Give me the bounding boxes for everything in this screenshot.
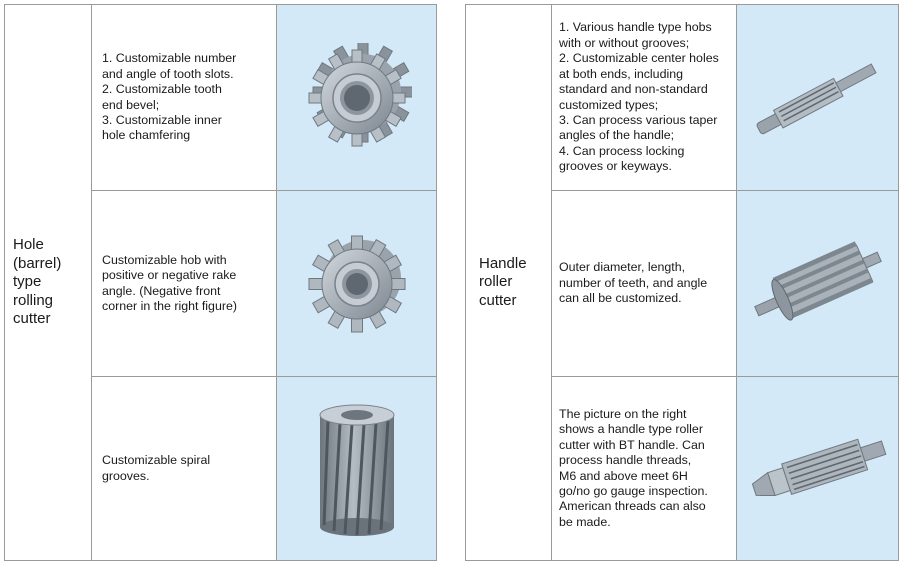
description-cell: [552, 377, 737, 560]
category-label: Hole (barrel) type rolling cutter: [13, 236, 62, 328]
description-cell: [92, 191, 277, 376]
description-cell: [92, 377, 277, 560]
description-text: Outer diameter, length, number of teeth, and angle can all be customized.: [559, 260, 708, 306]
description-text: 1. Various handle type hobs with or without grooves; 2. Customizable center holes at both ends, including standard and non-standard customized types; 3. Can process various taper angles of the handle; 4. Can process locking grooves or keyways.: [559, 20, 719, 174]
table-row: [92, 5, 436, 191]
table-row: [552, 191, 898, 377]
straight-tooth-hob-image: [277, 5, 436, 190]
description-text: Customizable spiral grooves.: [102, 453, 211, 483]
description-text: Customizable hob with positive or negative rake angle. (Negative front corner in the right figure): [102, 252, 237, 313]
spiral-groove-hob-image: [277, 377, 436, 560]
description-text: The picture on the right shows a handle type roller cutter with BT handle. Can process handle threads, M6 and above meet 6H go/no go gauge inspection. American threads can also be made.: [559, 406, 708, 529]
bt-handle-cutter-image: [737, 377, 898, 560]
table-row: [92, 377, 436, 560]
description-text: 1. Customizable number and angle of tooth slots. 2. Customizable tooth end bevel; 3. Customizable inner hole chamfering: [102, 51, 237, 143]
category-label-cell: [466, 5, 552, 560]
description-cell: [92, 5, 277, 190]
handle-cutter-table: [465, 4, 899, 561]
description-cell: [552, 5, 737, 190]
toothed-handle-cutter-image: [737, 191, 898, 376]
table-row: [92, 191, 436, 377]
category-label-cell: [5, 5, 92, 560]
grooved-handle-cutter-image: [737, 5, 898, 190]
hole-type-cutter-table: [4, 4, 437, 561]
table-row: [552, 377, 898, 560]
negative-rake-hob-image: [277, 191, 436, 376]
description-cell: [552, 191, 737, 376]
category-label: Handle roller cutter: [479, 254, 527, 309]
table-row: [552, 5, 898, 191]
